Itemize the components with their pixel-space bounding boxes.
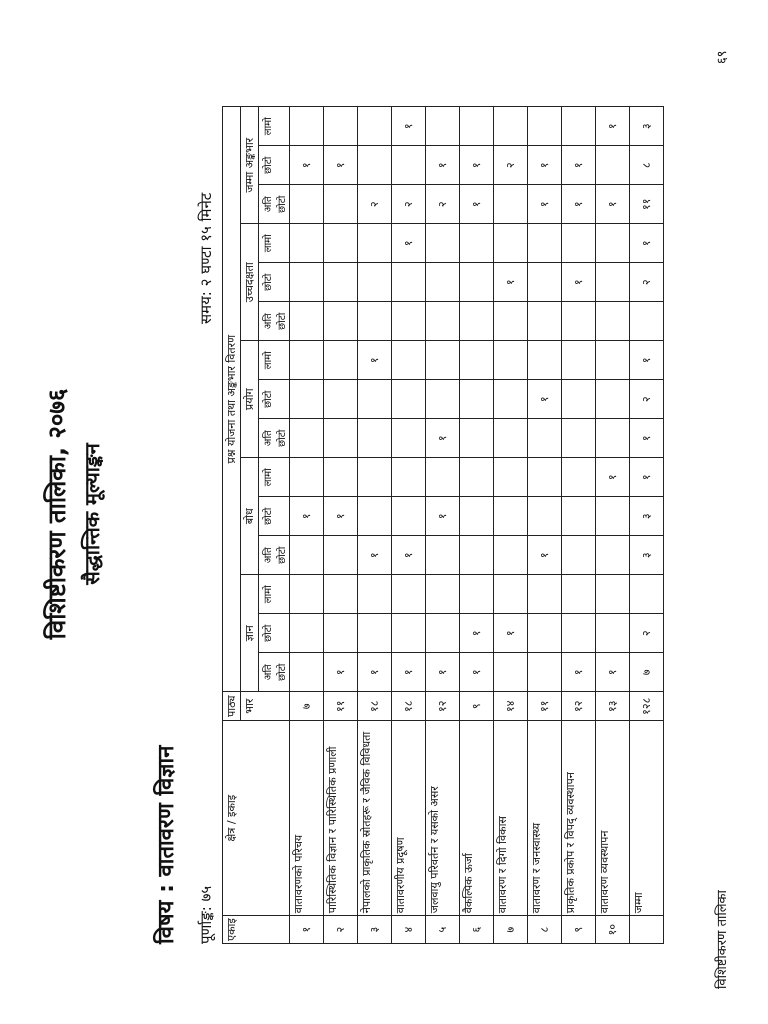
exam-time: समय: २ घण्टा १५ मिनेट xyxy=(197,192,215,324)
marks-cell xyxy=(358,458,392,497)
header-weight: भार xyxy=(241,692,290,721)
marks-cell xyxy=(290,224,324,263)
marks-cell: ३ xyxy=(630,536,664,575)
marks-cell xyxy=(562,302,596,341)
marks-cell: १ xyxy=(392,653,426,692)
unit-area: वातावरणीय प्रदूषण xyxy=(392,721,426,916)
marks-cell xyxy=(426,380,460,419)
marks-cell xyxy=(596,614,630,653)
subheader-very-short: अति छोटो xyxy=(259,419,290,458)
marks-cell xyxy=(596,341,630,380)
marks-cell: १ xyxy=(358,653,392,692)
marks-cell xyxy=(494,419,528,458)
unit-area: जम्मा xyxy=(630,721,664,916)
marks-cell: १ xyxy=(494,614,528,653)
marks-cell: १ xyxy=(426,419,460,458)
marks-cell xyxy=(494,575,528,614)
marks-cell xyxy=(426,341,460,380)
unit-number: ७ xyxy=(494,916,528,944)
subheader-very-short: अति छोटो xyxy=(259,536,290,575)
marks-cell: १ xyxy=(290,146,324,185)
marks-cell xyxy=(528,419,562,458)
marks-cell xyxy=(426,614,460,653)
marks-cell xyxy=(562,107,596,146)
marks-cell xyxy=(630,302,664,341)
unit-weight: १८ xyxy=(358,692,392,721)
unit-area: वातावरणको परिचय xyxy=(290,721,324,916)
marks-cell xyxy=(392,380,426,419)
marks-cell xyxy=(392,458,426,497)
marks-cell: १ xyxy=(460,185,494,224)
unit-number: ६ xyxy=(460,916,494,944)
table-row xyxy=(596,107,630,944)
marks-cell: १ xyxy=(460,653,494,692)
marks-cell xyxy=(528,653,562,692)
marks-cell xyxy=(324,224,358,263)
marks-cell xyxy=(596,263,630,302)
marks-cell: १ xyxy=(596,653,630,692)
marks-cell xyxy=(460,536,494,575)
marks-cell: १ xyxy=(596,458,630,497)
marks-cell xyxy=(324,263,358,302)
full-marks: पूर्णाङ्क: ७५ xyxy=(197,885,215,944)
subheader-very-short: अति छोटो xyxy=(259,185,290,224)
marks-cell xyxy=(324,614,358,653)
subheader-very-short: अति छोटो xyxy=(259,302,290,341)
unit-weight: ११ xyxy=(324,692,358,721)
marks-cell: १ xyxy=(528,536,562,575)
marks-cell: २ xyxy=(392,185,426,224)
header-higher-ability: उच्चदक्षता xyxy=(241,224,259,341)
marks-cell: १ xyxy=(426,146,460,185)
subheader-short: छोटो xyxy=(259,614,290,653)
subject-label: विषय : वातावरण विज्ञान xyxy=(154,745,179,944)
document-subtitle: सैद्धान्तिक मूल्याङ्कन xyxy=(80,443,104,585)
marks-cell xyxy=(596,224,630,263)
marks-cell xyxy=(528,341,562,380)
subheader-short: छोटो xyxy=(259,146,290,185)
marks-cell xyxy=(358,302,392,341)
marks-cell xyxy=(528,107,562,146)
marks-cell: १ xyxy=(324,653,358,692)
marks-cell xyxy=(358,107,392,146)
unit-weight: ११ xyxy=(528,692,562,721)
marks-cell xyxy=(358,224,392,263)
header-total-marks: जम्मा अङ्कभार xyxy=(241,107,259,224)
unit-number: ८ xyxy=(528,916,562,944)
marks-cell xyxy=(392,146,426,185)
marks-cell xyxy=(460,497,494,536)
marks-cell: १ xyxy=(460,146,494,185)
header-weight-group: पाठ्य xyxy=(223,692,241,721)
marks-cell xyxy=(494,380,528,419)
subheader-long: लामो xyxy=(259,575,290,614)
table-row xyxy=(426,107,460,944)
marks-cell xyxy=(494,458,528,497)
marks-cell xyxy=(460,380,494,419)
table-row xyxy=(528,107,562,944)
marks-cell: २ xyxy=(426,185,460,224)
marks-cell: १ xyxy=(562,653,596,692)
unit-number xyxy=(630,916,664,944)
marks-cell xyxy=(358,380,392,419)
marks-cell xyxy=(494,341,528,380)
unit-area: प्राकृतिक प्रकोप र विपद् व्यवस्थापन xyxy=(562,721,596,916)
unit-area: पारिस्थितिक विज्ञान र पारिस्थितिक प्रणाली xyxy=(324,721,358,916)
marks-cell: २ xyxy=(630,380,664,419)
marks-cell xyxy=(324,185,358,224)
marks-cell xyxy=(290,653,324,692)
marks-cell xyxy=(358,263,392,302)
marks-cell: १ xyxy=(596,107,630,146)
header-understanding: बोध xyxy=(241,458,259,575)
marks-cell: २ xyxy=(358,185,392,224)
unit-weight: १२ xyxy=(426,692,460,721)
marks-cell xyxy=(460,458,494,497)
marks-cell xyxy=(324,575,358,614)
unit-weight: ७ xyxy=(290,692,324,721)
unit-weight: १२ xyxy=(562,692,596,721)
document-title: विशिष्टीकरण तालिका, २०७६ xyxy=(43,388,71,640)
marks-cell xyxy=(494,302,528,341)
table-row xyxy=(494,107,528,944)
marks-cell xyxy=(596,419,630,458)
marks-cell xyxy=(392,614,426,653)
subheader-long: लामो xyxy=(259,341,290,380)
marks-cell: १ xyxy=(562,185,596,224)
marks-cell: ३ xyxy=(630,497,664,536)
unit-weight: ९ xyxy=(460,692,494,721)
marks-cell xyxy=(426,458,460,497)
marks-cell xyxy=(460,341,494,380)
table-row xyxy=(290,107,324,944)
marks-cell xyxy=(290,341,324,380)
marks-cell xyxy=(528,458,562,497)
unit-number: ९ xyxy=(562,916,596,944)
marks-cell xyxy=(528,263,562,302)
marks-cell: २ xyxy=(630,614,664,653)
marks-cell: १ xyxy=(426,497,460,536)
unit-area: नेपालको प्राकृतिक स्रोतहरू र जैविक विविधता xyxy=(358,721,392,916)
marks-cell xyxy=(562,497,596,536)
marks-cell xyxy=(392,263,426,302)
marks-cell: १ xyxy=(392,224,426,263)
marks-cell xyxy=(324,341,358,380)
table-row xyxy=(460,107,494,944)
marks-cell xyxy=(528,575,562,614)
marks-cell xyxy=(358,497,392,536)
marks-cell xyxy=(324,380,358,419)
marks-cell: १ xyxy=(630,458,664,497)
marks-cell: १ xyxy=(630,419,664,458)
unit-weight: १४ xyxy=(494,692,528,721)
marks-cell: १ xyxy=(460,614,494,653)
unit-weight: १२८ xyxy=(630,692,664,721)
marks-cell xyxy=(358,575,392,614)
unit-number: ४ xyxy=(392,916,426,944)
marks-cell xyxy=(392,419,426,458)
marks-cell xyxy=(460,302,494,341)
marks-cell xyxy=(494,107,528,146)
unit-weight: १३ xyxy=(596,692,630,721)
marks-cell xyxy=(630,575,664,614)
marks-cell xyxy=(290,458,324,497)
unit-number: १० xyxy=(596,916,630,944)
table-row xyxy=(324,107,358,944)
marks-cell xyxy=(562,575,596,614)
marks-cell xyxy=(358,146,392,185)
marks-cell: १ xyxy=(324,497,358,536)
marks-cell: २ xyxy=(630,263,664,302)
marks-cell xyxy=(290,263,324,302)
unit-area: जलवायु परिवर्तन र यसको असर xyxy=(426,721,460,916)
marks-cell: ७ xyxy=(630,653,664,692)
marks-cell xyxy=(494,653,528,692)
marks-cell: १ xyxy=(528,380,562,419)
marks-cell: २ xyxy=(494,146,528,185)
unit-area: वैकल्पिक ऊर्जा xyxy=(460,721,494,916)
marks-cell xyxy=(358,419,392,458)
marks-cell xyxy=(290,107,324,146)
marks-cell xyxy=(596,497,630,536)
marks-cell xyxy=(494,536,528,575)
marks-cell: १ xyxy=(630,224,664,263)
marks-cell: १ xyxy=(562,146,596,185)
subheader-short: छोटो xyxy=(259,380,290,419)
unit-area: वातावरण र दिगो विकास xyxy=(494,721,528,916)
header-knowledge: ज्ञान xyxy=(241,575,259,692)
header-distribution: प्रश्न योजना तथा अङ्कभार वितरण xyxy=(223,107,241,692)
marks-cell: १ xyxy=(358,341,392,380)
subheader-long: लामो xyxy=(259,107,290,146)
subheader-very-short: अति छोटो xyxy=(259,653,290,692)
marks-cell xyxy=(324,536,358,575)
marks-cell: १ xyxy=(324,146,358,185)
marks-cell: १ xyxy=(528,146,562,185)
unit-area: वातावरण व्यवस्थापन xyxy=(596,721,630,916)
marks-cell xyxy=(290,536,324,575)
table-row xyxy=(358,107,392,944)
table-row xyxy=(392,107,426,944)
marks-cell xyxy=(528,614,562,653)
marks-cell: १ xyxy=(290,497,324,536)
marks-cell xyxy=(596,380,630,419)
marks-cell xyxy=(562,419,596,458)
marks-cell xyxy=(426,536,460,575)
marks-cell xyxy=(324,419,358,458)
subheader-long: लामो xyxy=(259,224,290,263)
marks-cell: १ xyxy=(426,653,460,692)
marks-cell xyxy=(460,224,494,263)
marks-cell xyxy=(596,536,630,575)
marks-cell: ११ xyxy=(630,185,664,224)
marks-cell xyxy=(290,575,324,614)
specification-table xyxy=(222,106,664,944)
marks-cell: १ xyxy=(358,536,392,575)
marks-cell xyxy=(392,302,426,341)
header-application: प्रयोग xyxy=(241,341,259,458)
header-area: क्षेत्र / इकाइ xyxy=(223,721,290,916)
marks-cell xyxy=(426,224,460,263)
marks-cell xyxy=(426,107,460,146)
marks-cell xyxy=(528,497,562,536)
marks-cell xyxy=(392,341,426,380)
subheader-short: छोटो xyxy=(259,497,290,536)
footer-section-title: विशिष्टीकरण तालिका xyxy=(715,890,730,989)
table-row xyxy=(562,107,596,944)
marks-cell: १ xyxy=(528,185,562,224)
marks-cell xyxy=(324,302,358,341)
marks-cell: १ xyxy=(392,536,426,575)
marks-cell: १ xyxy=(392,107,426,146)
marks-cell: १ xyxy=(596,185,630,224)
marks-cell xyxy=(290,185,324,224)
marks-cell xyxy=(562,614,596,653)
marks-cell xyxy=(528,302,562,341)
unit-number: २ xyxy=(324,916,358,944)
marks-cell xyxy=(562,341,596,380)
marks-cell xyxy=(290,614,324,653)
marks-cell xyxy=(460,107,494,146)
marks-cell xyxy=(392,497,426,536)
marks-cell xyxy=(324,107,358,146)
marks-cell: १ xyxy=(562,263,596,302)
unit-weight: १८ xyxy=(392,692,426,721)
marks-cell: ८ xyxy=(630,146,664,185)
marks-cell xyxy=(358,614,392,653)
marks-cell xyxy=(426,302,460,341)
marks-cell xyxy=(460,575,494,614)
table-row xyxy=(630,107,664,944)
marks-cell xyxy=(562,458,596,497)
marks-cell xyxy=(426,575,460,614)
marks-cell: ३ xyxy=(630,107,664,146)
subheader-short: छोटो xyxy=(259,263,290,302)
marks-cell xyxy=(562,380,596,419)
header-unit-no: एकाइ xyxy=(223,916,290,944)
marks-cell xyxy=(426,263,460,302)
marks-cell xyxy=(528,224,562,263)
page-number: ६९ xyxy=(715,50,730,64)
unit-number: ५ xyxy=(426,916,460,944)
marks-cell xyxy=(494,185,528,224)
marks-cell: १ xyxy=(494,263,528,302)
marks-cell: १ xyxy=(630,341,664,380)
marks-cell xyxy=(392,575,426,614)
marks-cell xyxy=(562,536,596,575)
marks-cell xyxy=(596,302,630,341)
table-body xyxy=(290,107,664,944)
subheader-long: लामो xyxy=(259,458,290,497)
marks-cell xyxy=(460,419,494,458)
marks-cell xyxy=(324,458,358,497)
unit-number: १ xyxy=(290,916,324,944)
marks-cell xyxy=(596,575,630,614)
marks-cell xyxy=(290,419,324,458)
marks-cell xyxy=(460,263,494,302)
unit-number: ३ xyxy=(358,916,392,944)
marks-cell xyxy=(290,302,324,341)
marks-cell xyxy=(562,224,596,263)
marks-cell xyxy=(494,497,528,536)
marks-cell xyxy=(494,224,528,263)
unit-area: वातावरण र जनस्वास्थ्य xyxy=(528,721,562,916)
marks-cell xyxy=(290,380,324,419)
marks-cell xyxy=(596,146,630,185)
